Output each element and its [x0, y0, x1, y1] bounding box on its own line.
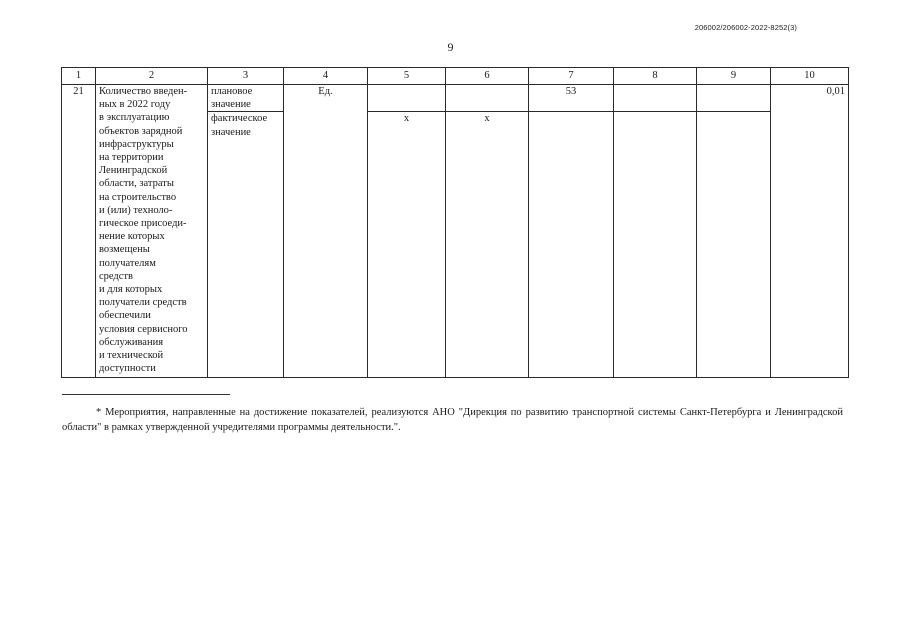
indicator-table	[61, 67, 849, 378]
column-header: 2	[96, 68, 208, 85]
indicator-name-line: средств	[99, 270, 133, 282]
indicator-name-line: гическое присоеди-	[99, 218, 187, 230]
planned-col6	[446, 85, 529, 112]
indicator-name-line: доступности	[99, 363, 156, 375]
indicator-name-line: и для которых	[99, 284, 163, 296]
planned-col10: 0,01	[771, 85, 849, 378]
indicator-name-line: и технической	[99, 350, 164, 362]
actual-col5: х	[368, 112, 446, 378]
column-header: 4	[284, 68, 368, 85]
planned-col9	[697, 85, 771, 112]
page-number: 9	[447, 40, 454, 54]
indicator-name-line: Ленинградской	[99, 165, 168, 177]
table-row-planned	[62, 85, 849, 112]
indicator-name	[96, 85, 208, 378]
indicator-name-line: инфраструктуры	[99, 138, 174, 150]
footnote-divider	[62, 394, 230, 395]
planned-col8	[614, 85, 697, 112]
planned-col7: 53	[529, 85, 614, 112]
row-number: 21	[62, 85, 96, 378]
indicator-name-line: ных в 2022 году	[99, 99, 171, 111]
indicator-name-line: объектов зарядной	[99, 125, 183, 137]
document-id: 206002/206002-2022-8252(3)	[694, 23, 797, 32]
column-header: 9	[697, 68, 771, 85]
planned-col5	[368, 85, 446, 112]
indicator-name-line: обслуживания	[99, 336, 164, 348]
indicator-name-line: и (или) техноло-	[99, 204, 173, 216]
indicator-name-line: на строительство	[99, 191, 177, 203]
indicator-name-line: получателям	[99, 257, 156, 269]
actual-col6: х	[446, 112, 529, 378]
indicator-name-line: на территории	[99, 152, 164, 164]
actual-col7	[529, 112, 614, 378]
indicator-name-line: в эксплуатацию	[99, 112, 170, 124]
column-header: 3	[208, 68, 284, 85]
actual-col8	[614, 112, 697, 378]
column-header: 10	[771, 68, 849, 85]
indicator-name-line: области, затраты	[99, 178, 174, 190]
actual-col9	[697, 112, 771, 378]
column-header: 8	[614, 68, 697, 85]
unit-cell: Ед.	[284, 85, 368, 378]
indicator-name-line: условия сервисного	[99, 323, 188, 335]
column-header: 5	[368, 68, 446, 85]
indicator-name-line: Количество введен-	[99, 86, 188, 97]
column-header: 6	[446, 68, 529, 85]
planned-value-label: плановое значение	[208, 85, 284, 112]
actual-value-label: фактическое значение	[208, 112, 284, 378]
indicator-name-line: нение которых	[99, 231, 165, 243]
footnote-text: * Мероприятия, направленные на достижение показателей, реализуются АНО "Дирекция по развитию транспортной системы Санкт-Петербурга и Ленинградской области" в рамках утвержденной учредителями программы деятельности.".	[62, 407, 843, 433]
column-header: 1	[62, 68, 96, 85]
indicator-name-line: обеспечили	[99, 310, 151, 322]
indicator-name-line: получатели средств	[99, 297, 187, 309]
column-header-row	[62, 68, 849, 85]
column-header: 7	[529, 68, 614, 85]
indicator-name-line: возмещены	[99, 244, 150, 256]
